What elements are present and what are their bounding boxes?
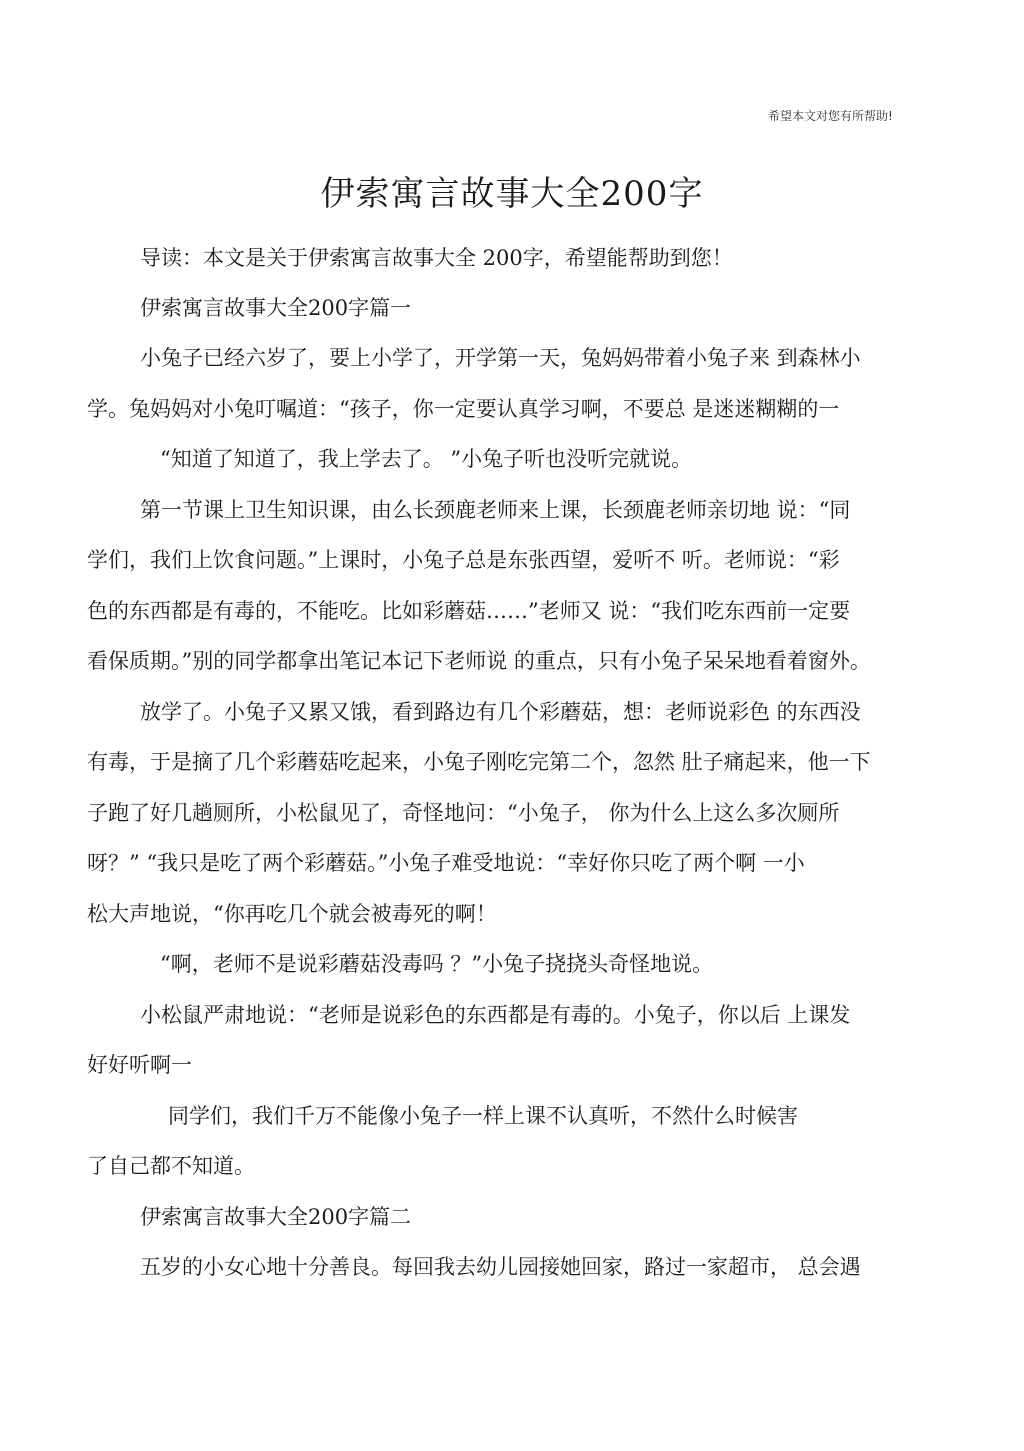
paragraph-line: “啊，老师不是说彩蘑菇没毒吗 ？”小兔子挠挠头奇怪地说。: [160, 952, 714, 976]
page-title: 伊索寓言故事大全200字: [320, 174, 704, 214]
paragraph-line: 小松鼠严肃地说：“老师是说彩色的东西都是有毒的。小兔子，你以后 上课发: [140, 1003, 851, 1027]
paragraph-line: 有毒，于是摘了几个彩蘑菇吃起来，小兔子刚吃完第二个，忽然 肚子痛起来，他一下: [87, 750, 871, 774]
paragraph-line: “知道了知道了，我上学去了。 ”小兔子听也没听完就说。: [160, 447, 693, 471]
paragraph-line: 学们，我们上饮食问题。”上课时，小兔子总是东张西望，爱听不 听。老师说：“彩: [87, 548, 840, 572]
header-note: 希望本文对您有所帮助!: [768, 109, 893, 123]
paragraph-line: 学。兔妈妈对小兔叮嘱道：“孩子，你一定要认真学习啊，不要总 是迷迷糊糊的一: [87, 397, 840, 421]
paragraph-line: 五岁的小女心地十分善良。每回我去幼儿园接她回家，路过一家超市， 总会遇: [140, 1255, 861, 1279]
paragraph-line: 同学们，我们千万不能像小兔子一样上课不认真听，不然什么时候害: [168, 1104, 798, 1128]
paragraph-line: 松大声地说，“你再吃几个就会被毒死的啊！: [87, 902, 497, 926]
paragraph-line: 好好听啊一: [87, 1053, 192, 1077]
intro-line: 导读：本文是关于伊索寓言故事大全 200字，希望能帮助到您！: [140, 246, 733, 270]
paragraph-line: 呀？” “我只是吃了两个彩蘑菇。”小兔子难受地说：“幸好你只吃了两个啊 一小: [87, 851, 805, 875]
paragraph-line: 色的东西都是有毒的，不能吃。比如彩蘑菇……”老师又 说：“我们吃东西前一定要: [87, 599, 851, 623]
paragraph-line: 看保质期。”别的同学都拿出笔记本记下老师说 的重点，只有小兔子呆呆地看着窗外。: [87, 649, 871, 673]
section-heading-2: 伊索寓言故事大全200字篇二: [140, 1205, 412, 1229]
paragraph-line: 子跑了好几趟厕所，小松鼠见了，奇怪地问：“小兔子， 你为什么上这么多次厕所: [87, 801, 840, 825]
paragraph-line: 小兔子已经六岁了，要上小学了，开学第一天，兔妈妈带着小兔子来 到森林小: [140, 346, 861, 370]
paragraph-line: 了自己都不知道。: [87, 1154, 255, 1178]
paragraph-line: 放学了。小兔子又累又饿，看到路边有几个彩蘑菇，想：老师说彩色 的东西没: [140, 700, 861, 724]
paragraph-line: 第一节课上卫生知识课，由么长颈鹿老师来上课，长颈鹿老师亲切地 说：“同: [140, 498, 851, 522]
section-heading-1: 伊索寓言故事大全200字篇一: [140, 296, 412, 320]
